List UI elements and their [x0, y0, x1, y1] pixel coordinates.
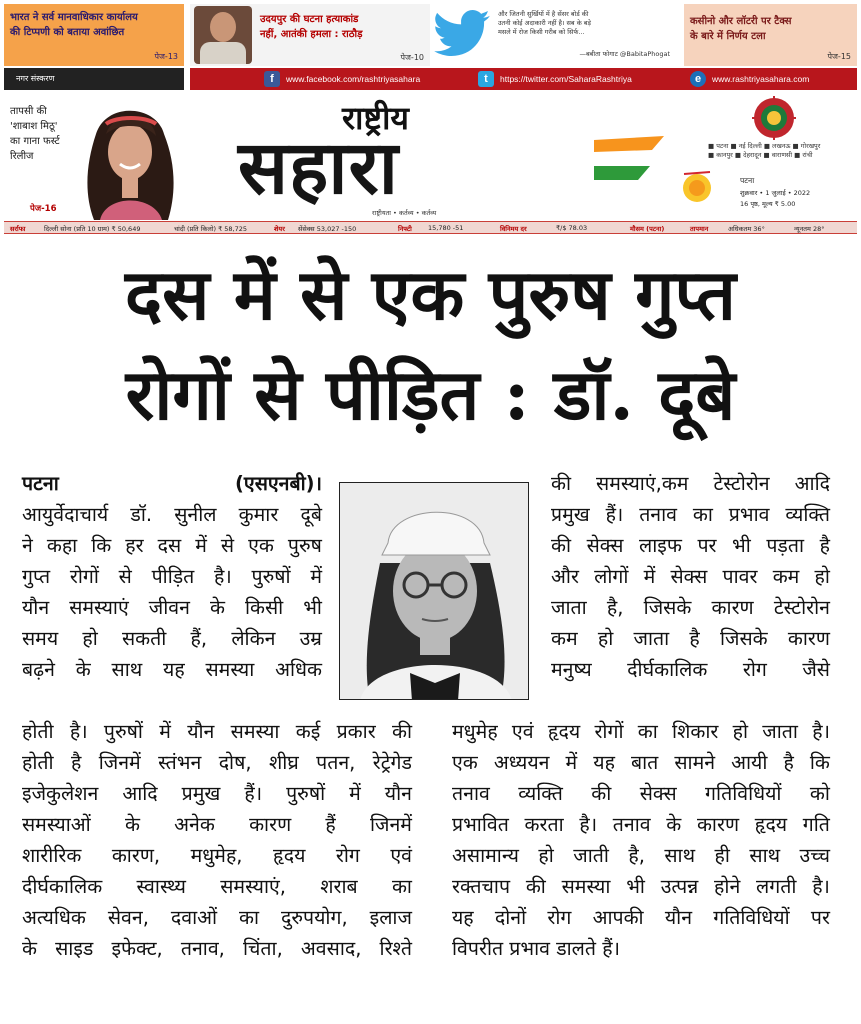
celebrity-photo — [76, 94, 184, 220]
word: हैं — [325, 813, 336, 836]
word: की — [551, 472, 572, 495]
word: शारीरिक — [22, 844, 82, 867]
word: में — [310, 565, 322, 588]
masthead-edition-panel — [676, 92, 857, 220]
word: जिसके — [719, 627, 768, 650]
sahara-emblem-icon — [752, 96, 796, 140]
word: की — [551, 534, 572, 557]
word: की — [591, 782, 612, 805]
word: साथ — [111, 658, 143, 681]
teaser-page: पेज-13 — [154, 52, 178, 61]
word: प्रमुख — [181, 782, 221, 805]
word: को — [809, 782, 830, 805]
word: हर — [125, 534, 144, 557]
word: उम्र — [299, 627, 322, 650]
word: समस्याएं,कम — [596, 472, 689, 495]
word: है, — [628, 844, 645, 867]
word: अधिक — [275, 658, 322, 681]
edition-tag: नगर संस्करण — [4, 68, 184, 90]
word: की — [391, 720, 412, 743]
word: जाता — [551, 596, 587, 619]
body-line — [22, 747, 412, 778]
word: पर — [810, 906, 830, 929]
word: उच्च — [799, 844, 830, 867]
word: दवाओं — [170, 906, 218, 929]
sun-badge-icon — [680, 166, 714, 206]
ticker-min: न्यूनतम 28° — [794, 225, 825, 233]
word: के — [75, 658, 91, 681]
word: तनाव — [452, 782, 490, 805]
body-line — [551, 592, 830, 623]
ticker-temp-label: तापमान — [690, 225, 709, 233]
word: सुनील — [174, 503, 217, 526]
word: स्वास्थ्य — [136, 875, 186, 898]
word: पावर — [722, 565, 758, 588]
word: है — [689, 627, 700, 650]
teaser-human-rights — [4, 4, 184, 66]
word: समस्या — [230, 720, 280, 743]
body-line — [452, 840, 830, 871]
body-line — [22, 499, 322, 530]
article-headline-line1: दस में से एक पुरुष गुप्त — [125, 253, 736, 336]
facebook-icon: f — [264, 71, 280, 87]
word: है। — [579, 813, 598, 836]
body-line — [22, 840, 412, 871]
word: है — [819, 534, 830, 557]
word: में — [159, 720, 171, 743]
word: है — [70, 751, 82, 774]
body-line — [452, 871, 830, 902]
teaser-page: पेज-10 — [400, 53, 424, 62]
body-line — [22, 902, 412, 933]
word: समय — [22, 627, 59, 650]
word: मधुमेह, — [190, 844, 243, 867]
word: हो — [814, 565, 830, 588]
word: प्रकार — [336, 720, 376, 743]
word: साथ — [664, 844, 696, 867]
word: प्रमुख — [551, 503, 590, 526]
word: तनाव, — [180, 937, 225, 960]
celebrity-teaser — [4, 92, 184, 220]
word: पुरुष — [287, 534, 322, 557]
word: है। — [812, 720, 830, 743]
body-line — [22, 778, 412, 809]
word: एवं — [390, 844, 412, 867]
body-line — [551, 530, 830, 561]
word: कम — [772, 565, 800, 588]
dateline — [22, 468, 322, 499]
word: लेकिन — [231, 627, 276, 650]
word: समस्या — [561, 875, 611, 898]
word: उत्पन्न — [660, 875, 699, 898]
masthead-title: सहारा — [238, 125, 399, 211]
word: कारण — [787, 627, 830, 650]
word: पतन, — [316, 751, 356, 774]
teaser-udaipur — [190, 4, 430, 66]
issue-date: शुक्रवार • 1 जुलाई • 2022 — [740, 189, 811, 197]
word: कि — [809, 751, 830, 774]
word: पुरुषों — [103, 720, 143, 743]
ticker-share-label: शेयर — [274, 225, 285, 233]
body-line — [551, 623, 830, 654]
article-column-2-bottom — [452, 716, 830, 964]
word: बढ़ने — [22, 658, 55, 681]
body-line — [452, 778, 830, 809]
word: आयुर्वेदाचार्य — [22, 503, 109, 526]
word: हैं, — [190, 627, 208, 650]
tweet-text: और जितनी सुर्खियों में है सेंसर बोर्ड की उतनी कोई अदाकारी नहीं है। सब के बड़े मसले में रोज किसी गरीब को सिर्फ... — [498, 10, 591, 36]
globe-icon: e — [690, 71, 706, 87]
word: किसी — [244, 596, 284, 619]
author-photo — [339, 482, 529, 700]
word: डॉ. — [130, 503, 153, 526]
word: के — [209, 596, 225, 619]
body-line — [22, 654, 322, 685]
word: हो — [82, 627, 98, 650]
word: सेक्स — [586, 534, 624, 557]
twitter-bird-icon — [434, 10, 492, 56]
word: कम — [551, 627, 578, 650]
word: गतिविधियों — [705, 782, 782, 805]
word: रोग — [547, 906, 572, 929]
word: दीर्घकालिक — [22, 875, 103, 898]
word: अध्ययन — [493, 751, 550, 774]
word: कि — [91, 534, 112, 557]
word: पर — [697, 534, 717, 557]
word: ही — [714, 844, 730, 867]
word: सामने — [674, 751, 716, 774]
body-line — [22, 716, 412, 747]
body-line — [452, 716, 830, 747]
word: शराब — [320, 875, 358, 898]
word: है। — [214, 565, 232, 588]
word: दोष, — [218, 751, 252, 774]
article-column-1-bottom — [22, 716, 412, 964]
word: आपकी — [592, 906, 644, 929]
person-thumbnail — [194, 6, 252, 64]
body-line — [551, 561, 830, 592]
body-line — [22, 809, 412, 840]
word: शीघ्र — [268, 751, 299, 774]
word: यौन — [22, 596, 50, 619]
word: है, — [606, 596, 624, 619]
body-line — [551, 468, 830, 499]
word: तनाव — [639, 503, 678, 526]
word: हृदय — [754, 813, 788, 836]
word: सकती — [122, 627, 167, 650]
body-line — [22, 561, 322, 592]
word: गति — [802, 813, 830, 836]
word: होने — [714, 875, 741, 898]
body-line — [22, 623, 322, 654]
word: पड़ता — [766, 534, 805, 557]
body-line — [22, 530, 322, 561]
word: हैं। — [244, 782, 263, 805]
word: एक — [248, 534, 274, 557]
ticker-weather-label: मौसम (पटना) — [630, 225, 665, 233]
word: कारण — [696, 813, 740, 836]
word: में — [565, 751, 578, 774]
word: चिंता, — [242, 937, 283, 960]
word: प्रभाव — [728, 503, 770, 526]
dateline-agency: (एसएनबी)। — [235, 472, 322, 495]
word: है। — [69, 720, 88, 743]
word: हो — [597, 627, 614, 650]
word: रक्तचाप — [452, 875, 511, 898]
word: इफेक्ट, — [111, 937, 163, 960]
word: हो — [538, 844, 554, 867]
word: लगती — [756, 875, 797, 898]
celebrity-page: पेज-16 — [30, 204, 57, 214]
article-column-2-top — [551, 468, 830, 685]
word: अत्यधिक — [22, 906, 86, 929]
body-line — [452, 747, 830, 778]
word: में — [643, 565, 656, 588]
edition-city: पटना — [740, 176, 755, 185]
ticker-fx: ₹/$ 78.03 — [556, 224, 588, 232]
word: कुमार — [238, 503, 279, 526]
word: का — [637, 720, 658, 743]
word: के — [666, 813, 682, 836]
word: साइड — [55, 937, 94, 960]
word: टेस्टोरोन — [713, 472, 770, 495]
word: जाती — [573, 844, 609, 867]
word: रोगों — [69, 565, 99, 588]
word: ने — [22, 534, 33, 557]
word: कारण — [249, 813, 292, 836]
edition-list: ■ पटना ■ नई दिल्ली ■ लखनऊ ■ गोरखपुर ■ कानपुर ■ देहरादून ■ वाराणसी ■ रांची — [708, 142, 821, 159]
masthead-title-small: राष्ट्रीय — [342, 99, 409, 137]
word: रोगों — [594, 720, 624, 743]
teaser-page: पेज-15 — [827, 52, 851, 61]
word: गतिविधियों — [713, 906, 790, 929]
body-line — [551, 654, 830, 685]
ticker-sensex: सेंसेक्स 53,027 -150 — [298, 225, 357, 233]
word: के — [124, 813, 140, 836]
word: अवसाद, — [300, 937, 362, 960]
word: का — [239, 906, 260, 929]
word: जैसे — [802, 658, 830, 681]
word: यह — [163, 658, 185, 681]
body-line: विपरीत प्रभाव डालते हैं। — [452, 937, 620, 960]
word: होती — [22, 720, 54, 743]
word: होती — [22, 751, 54, 774]
word: मधुमेह — [452, 720, 498, 743]
word: पुरुषों — [286, 782, 326, 805]
ticker-nifty-label: निफ्टी — [398, 225, 412, 233]
teaser-tweet — [432, 4, 680, 66]
word: तनाव — [612, 813, 651, 836]
word: आयी — [731, 751, 768, 774]
word: यौन — [664, 906, 693, 929]
word: समस्या — [205, 658, 255, 681]
word: पीड़ित — [151, 565, 195, 588]
word: रेट्रेगेड — [372, 751, 412, 774]
teaser-text: उदयपुर की घटना हत्याकांड नहीं, आतंकी हमला : राठौड़ — [260, 14, 363, 40]
word: जिनमें — [369, 813, 412, 836]
word: इलाज — [369, 906, 412, 929]
word: हृदय — [272, 844, 306, 867]
word: दस — [157, 534, 182, 557]
word: व्यक्ति — [785, 503, 830, 526]
word: यह — [593, 751, 615, 774]
word: की — [525, 875, 546, 898]
word: हैं। — [605, 503, 624, 526]
word: सेवन, — [107, 906, 149, 929]
word: प्रभावित — [452, 813, 509, 836]
word: के — [22, 937, 37, 960]
ticker-fx-label: विनिमय दर — [500, 225, 527, 233]
word: लोगों — [594, 565, 629, 588]
word: दीर्घकालिक — [627, 658, 708, 681]
social-bar — [190, 68, 857, 90]
ticker-max: अधिकतम 36° — [728, 225, 765, 233]
twitter-icon: t — [478, 71, 494, 87]
facebook-link[interactable]: f www.facebook.com/rashtriyasahara — [264, 71, 420, 87]
word: असामान्य — [452, 844, 519, 867]
word: और — [551, 565, 579, 588]
word: एक — [452, 751, 478, 774]
word: समस्याओं — [22, 813, 91, 836]
tricolor-swoosh-icon — [592, 136, 666, 182]
word: है — [783, 751, 794, 774]
body-line — [22, 933, 412, 964]
word: सेक्स — [670, 565, 708, 588]
word: अनेक — [174, 813, 215, 836]
word: करता — [524, 813, 564, 836]
word: जिनमें — [98, 751, 141, 774]
word: यौन — [384, 782, 412, 805]
twitter-link[interactable]: t https://twitter.com/SaharaRashtriya — [478, 71, 632, 87]
body-line — [551, 499, 830, 530]
masthead-tagline: राष्ट्रीयता • कर्तव्य • कर्तव्य — [372, 209, 437, 217]
word: समस्याएं, — [220, 875, 287, 898]
word: से — [220, 534, 235, 557]
word: रोग — [742, 658, 767, 681]
ticker-gold: दिल्ली सोना (प्रति 10 ग्राम) ₹ 50,649 — [44, 225, 141, 233]
body-line — [22, 592, 322, 623]
ticker-nifty: 15,780 -51 — [428, 224, 464, 232]
word: में — [349, 782, 361, 805]
issue-price: 16 पृष्ठ, मूल्य ₹ 5.00 — [740, 200, 796, 208]
word: दुरुपयोग, — [281, 906, 348, 929]
word: इजेकुलेशन — [22, 782, 99, 805]
word: टेस्टोरोन — [773, 596, 830, 619]
word: यह — [452, 906, 474, 929]
word: लाइफ — [639, 534, 682, 557]
word: यौन — [187, 720, 215, 743]
word: दोनों — [494, 906, 527, 929]
word: में — [195, 534, 207, 557]
word: मनुष्य — [551, 658, 592, 681]
word: हो — [732, 720, 749, 743]
word: भी — [303, 596, 322, 619]
word: जाता — [762, 720, 798, 743]
word: भी — [626, 875, 645, 898]
ticker-label: सर्राफा — [10, 225, 26, 233]
article-column-1-top — [22, 468, 322, 685]
website-link[interactable]: e www.rashtriyasahara.com — [690, 71, 809, 87]
word: आदि — [794, 472, 830, 495]
word: जिसके — [643, 596, 692, 619]
body-line — [22, 871, 412, 902]
body-line — [452, 902, 830, 933]
teaser-text: भारत ने सर्व मानवाधिकार कार्यालय की टिप्पणी को बताया अवांछित — [10, 12, 138, 38]
market-ticker — [4, 221, 857, 234]
word: व्यक्ति — [518, 782, 563, 805]
word: जाता — [633, 627, 670, 650]
word: कारण, — [111, 844, 161, 867]
word: गुप्त — [22, 565, 51, 588]
tweet-handle: —बबीता फोगाट @BabitaPhogat — [579, 50, 670, 58]
celebrity-caption: तापसी की 'शाबाश मिठू' का गाना फर्स्ट रिलीज — [10, 106, 60, 162]
word: से — [118, 565, 132, 588]
word: भी — [732, 534, 751, 557]
word: कई — [295, 720, 321, 743]
word: सेक्स — [639, 782, 677, 805]
word: शिकार — [672, 720, 719, 743]
word: बात — [630, 751, 659, 774]
word: जीवन — [148, 596, 190, 619]
word: रिश्ते — [379, 937, 412, 960]
article-headline-line2: रोगों से पीड़ित : डॉ. दूबे — [125, 353, 736, 436]
word: कहा — [46, 534, 78, 557]
word: रोग — [335, 844, 360, 867]
word: पुरुषों — [251, 565, 291, 588]
word: दूबे — [300, 503, 322, 526]
word: कारण — [711, 596, 754, 619]
word: का — [692, 503, 713, 526]
word: स्तंभन — [158, 751, 202, 774]
word: एवं — [511, 720, 534, 743]
word: आदि — [122, 782, 158, 805]
word: साथ — [749, 844, 781, 867]
ticker-silver: चांदी (प्रति किलो) ₹ 58,725 — [174, 225, 248, 233]
teaser-text: कसीनो और लॉटरी पर टैक्स के बारे में निर्णय टला — [690, 16, 792, 42]
dateline-city: पटना — [22, 472, 59, 495]
word: है। — [812, 875, 830, 898]
word: हृदय — [547, 720, 581, 743]
body-line — [452, 809, 830, 840]
word: समस्याएं — [69, 596, 129, 619]
teaser-casino-tax — [684, 4, 857, 66]
word: का — [391, 875, 412, 898]
